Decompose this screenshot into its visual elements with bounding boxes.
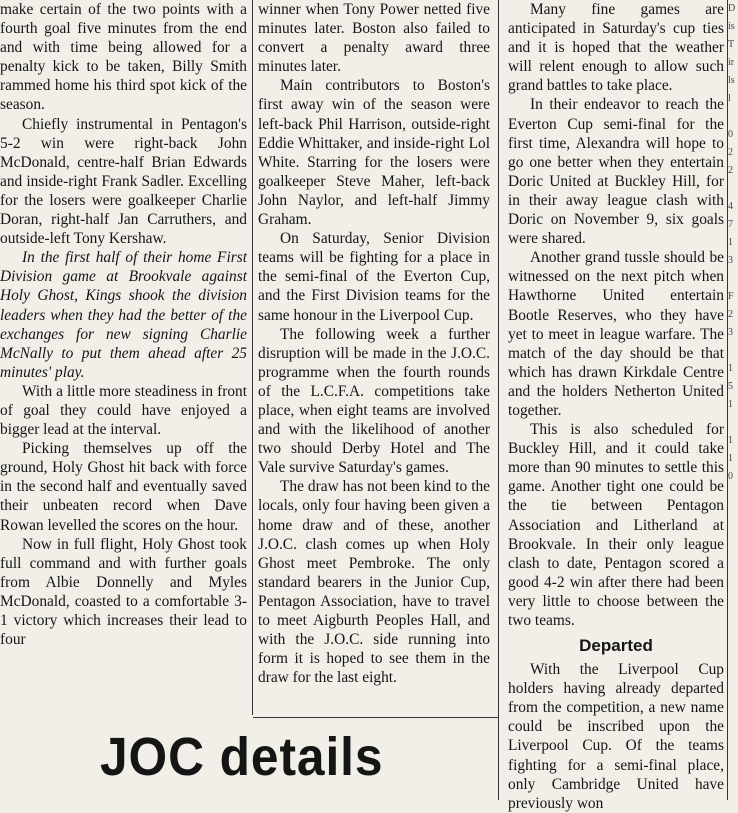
edge-fragment: [728, 414, 738, 432]
headline-rule: [253, 717, 498, 718]
edge-fragment: 4: [728, 201, 733, 212]
edge-fragment: 0: [728, 129, 733, 140]
paragraph: Chiefly instrumental in Pentagon's 5-2 win were right-back John McDonald, centre-half Brian Edwards and inside-right Frank Sadler. Excelling for the losers were goalkeeper Charlie Doran, right-half Jan Carruthers, and outside-left Tony Kershaw.: [0, 115, 247, 248]
edge-fragment: 5: [728, 381, 733, 392]
edge-fragment: D: [728, 3, 736, 14]
paragraph: Picking themselves up off the ground, Holy Ghost hit back with force in the second half and eventually saved their unbeaten record when Dave Rowan levelled the scores on the hour.: [0, 440, 247, 534]
edge-fragment: [728, 108, 738, 126]
article-column-3: [508, 0, 724, 812]
paragraph: With the Liverpool Cup holders having already departed from the competition, a new name could be inscribed upon the Liverpool Cup. Of the teams fighting for a semi-final place, only Cambridge United have previously won: [508, 661, 724, 812]
article-column-1: [0, 0, 247, 800]
paragraph: make certain of the two points with a fourth goal five minutes from the end and with time being allowed for a penalty kick to be taken, Billy Smith rammed home his third spot kick of the season.: [0, 1, 247, 114]
edge-fragment: F: [728, 291, 734, 302]
edge-fragment: [728, 180, 738, 198]
paragraph: Many fine games are anticipated in Saturday's cup ties and it is hoped that the weather will relent enough to allow such grand battles to take place.: [508, 1, 724, 95]
paragraph: On Saturday, Senior Division teams will be fighting for a place in the semi-final of the Everton Cup, and the First Division teams for the same honour in the Liverpool Cup.: [258, 230, 490, 324]
column-divider: [252, 0, 253, 715]
edge-fragment: 7: [728, 219, 733, 230]
edge-fragment: 2: [728, 147, 733, 158]
paragraph: With a little more steadiness in front of goal they could have enjoyed a bigger lead at the interval.: [0, 382, 247, 439]
article-column-2: [258, 0, 490, 715]
edge-fragment: 1: [728, 363, 733, 374]
edge-fragment: ls: [728, 75, 735, 86]
paragraph: Now in full flight, Holy Ghost took full command and with further goals from Albie Donnelly and Myles McDonald, coasted to a comfortable 3-1 victory which increases their lead to four: [0, 535, 247, 649]
edge-fragment: 3: [728, 327, 733, 338]
edge-fragment: l: [728, 93, 731, 104]
edge-fragment: 3: [728, 255, 733, 266]
paragraph: winner when Tony Power netted five minutes later. Boston also failed to convert a penalty award three minutes later.: [258, 1, 490, 76]
subheading: Departed: [579, 636, 653, 656]
edge-fragment: T: [728, 39, 735, 50]
edge-fragment: [728, 270, 738, 288]
edge-fragment: 1: [728, 435, 733, 446]
edge-fragment: is: [728, 21, 735, 32]
headline: JOC details: [100, 727, 384, 787]
cropped-edge-column: [728, 0, 738, 800]
paragraph: Another grand tussle should be witnessed on the next pitch when Hawthorne United entertain Bootle Reserves, who they have yet to meet in league warfare. The match of the day should be that which has drawn Kirkdale Centre and the holders Netherton United together.: [508, 249, 724, 419]
edge-fragment: 2: [728, 309, 733, 320]
edge-fragment: 1: [728, 453, 733, 464]
paragraph: In the first half of their home First Division game at Brookvale against Holy Ghost, Kings shook the division leaders when they had the better of the exchanges for new signing Charlie McNally to put them ahead after 25 minutes' play.: [0, 249, 247, 381]
paragraph: The following week a further disruption will be made in the J.O.C. programme when the fourth rounds of the L.C.F.A. competitions take place, when eight teams are involved and with the likelihood of another two should Derby Hotel and The Vale survive Saturday's games.: [258, 325, 490, 477]
paragraph: This is also scheduled for Buckley Hill, and it could take more than 90 minutes to settle this game. Another tight one could be the tie between Pentagon Association and Litherland at Brookvale. In their only league clash to date, Pentagon scored a good 4-2 win after there had been very little to choose between the two teams.: [508, 421, 724, 629]
edge-fragment: 1: [728, 399, 733, 410]
edge-fragment: [728, 342, 738, 360]
edge-fragment: 1: [728, 237, 733, 248]
column-divider: [498, 0, 499, 800]
paragraph: In their endeavor to reach the Everton Cup semi-final for the first time, Alexandra will hope to go one better when they entertain Doric United at Buckley Hill, for in their away league clash with Doric on November 9, six goals were shared.: [508, 96, 724, 248]
paragraph: The draw has not been kind to the locals, only four having been given a home draw and of these, another J.O.C. clash comes up when Holy Ghost meet Pembroke. The only standard bearers in the Junior Cup, Pentagon Association, have to travel to meet Aigburth Peoples Hall, and with the J.O.C. side running into form it is hoped to see them in the draw for the last eight.: [258, 478, 490, 687]
paragraph: Main contributors to Boston's first away win of the season were left-back Phil Harrison, outside-right Eddie Whittaker, and inside-right Lol White. Starring for the losers were goalkeeper Steve Maher, left-back John Naylor, and left-half Jimmy Graham.: [258, 77, 490, 229]
edge-fragment: 0: [728, 471, 733, 482]
edge-fragment: ir: [728, 57, 735, 68]
edge-fragment: 2: [728, 165, 733, 176]
